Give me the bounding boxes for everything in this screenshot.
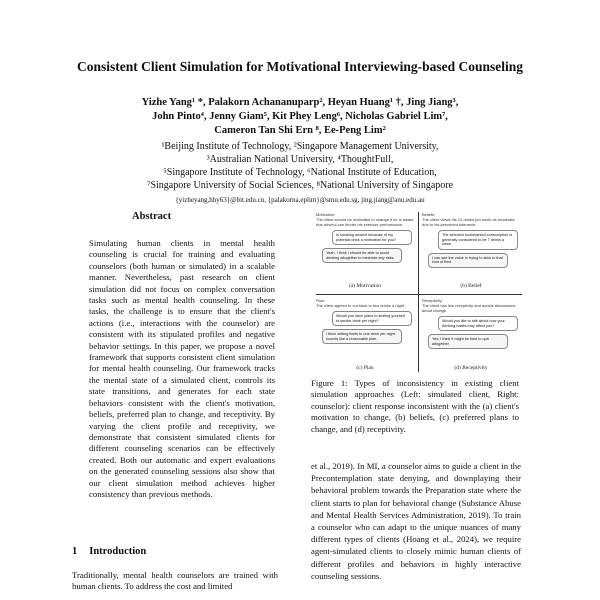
client-bubble: Yeah, I think I should be able to avoid drinking altogether to minimize any risks. [322, 248, 402, 263]
panel-heading: Plan: [316, 298, 326, 303]
panel-heading: Beliefs: [422, 212, 436, 217]
panel-heading: Receptivity: [422, 298, 443, 303]
abstract-heading: Abstract [132, 211, 172, 222]
panel-label: (d) Receptivity [454, 365, 488, 371]
panel-description: The client agreed to cut back to two drinks a night. [316, 303, 406, 308]
abstract-text: Simulating human clients in mental health counseling is crucial for training and evaluating counselors (both human or simulated) in a scalable manner. Nevertheless, past research on client simulation did not focus on complex conversation tasks such as mental health counseling. In these tasks, the challenge is to ensure that the client's actions (i.e., interactions with the counselor) are consistent with its stipulated profiles and negative behavior settings. In this paper, we propose a novel framework that supports consistent client simulation for mental health counseling. Our framework tracks the mental state of a simulated client, controls its state transitions, and generates for each state behaviors consistent with the client's motivation, beliefs, preferred plan to change, and receptivity. By varying the client profile and receptivity, we demonstrate that consistent simulated clients for different counseling scenarios can be effectively created. Both our automatic and expert evaluations on the generated counseling sessions also show that our client simulation method achieves higher consistency than previous methods. [89, 238, 275, 499]
client-bubble: I can see the value in trying to stick to that kind of limit. [428, 253, 508, 268]
affiliations [40, 140, 560, 192]
author-line: John Pinto⁴, Jenny Giam⁵, Kit Phey Leng⁶, Nicholas Gabriel Lim⁷, [152, 111, 448, 122]
panel-description: The client views his 10 drinks per week as moderate due to his perceived tolerance. [422, 217, 515, 227]
paper-title: Consistent Client Simulation for Motivational Interviewing-based Counseling [76, 59, 524, 74]
figure-divider-horizontal [316, 294, 522, 295]
figure-caption: Figure 1: Types of inconsistency in existing client simulation approaches (Left: simulated client, Right: counselor): client response inconsistent with the (a) client's motivation to change, (b) beliefs, (c) preferred plans to change, and (d) receptivity. [311, 378, 519, 434]
panel-heading: Motivation: [316, 212, 336, 217]
counselor-bubble: Would you like to talk about how your drinking habits may affect you? [438, 316, 518, 331]
panel-label: (c) Plan [356, 365, 374, 371]
panel-description: The client should be motivated to change if he is aware that alcohol can hinder his exercise performance. [316, 217, 414, 227]
figure-panel-belief [422, 212, 520, 289]
figure-panel-plan [316, 298, 414, 371]
emails: {yizheyang,hhy63}@bit.edu.cn, {palakorna,eplim}@smu.edu.sg, jing.jiang@anu.edu.au [175, 196, 425, 204]
section-title: Introduction [89, 546, 147, 557]
author-line: Cameron Tan Shi Ern ⁸, Ee-Peng Lim² [214, 125, 386, 136]
affiliation-line: ³Australian National University, ⁴ThoughtFull, [206, 154, 394, 165]
panel-label: (b) Belief [460, 283, 482, 289]
figure-divider-vertical [418, 212, 419, 372]
section-heading [72, 546, 146, 557]
section-number: 1 [72, 546, 78, 557]
client-bubble: I think setting limits to one drink per night sounds like a reasonable plan. [322, 329, 402, 344]
affiliation-line: ¹Beijing Institute of Technology, ²Singapore Management University, [161, 141, 439, 152]
body-text-right: et al., 2019). In MI, a counselor aims to guide a client in the Precontemplation state denying, and downplaying their behavioral problem towards the Preparation state where the client starts to plan for behavioral change (Substance Abuse and Mental Health Services Administration, 2019). To train a counselor who can adapt to the unique nuances of many different types of clients (Hoang et al., 2024), we require agent-simulated clients to closely mimic human clients of different profiles and behaviors in highly interactive counseling sessions. [311, 461, 521, 581]
figure-panel-receptivity [422, 298, 520, 371]
affiliation-line: ⁷Singapore University of Social Sciences, ⁸National University of Singapore [146, 180, 454, 191]
author-list [40, 96, 560, 138]
panel-label: (a) Motivation [349, 283, 381, 289]
client-bubble: Yes, I think it might be time to quit altogether. [428, 334, 508, 349]
intro-text: Traditionally, mental health counselors are trained with human clients. To address the cost and limited [72, 570, 278, 592]
affiliation-line: ⁵Singapore Institute of Technology, ⁶National Institute of Education, [163, 167, 437, 178]
counselor-bubble: Would you have plans to limiting yourself to smoke drink per night? [332, 311, 412, 326]
counselor-bubble: The selected bookmarked consumption is generally considered to be 7 drinks a week. [438, 230, 518, 250]
counselor-bubble: Is smoking alcohol because of my potential drink a motivation for you? [332, 230, 412, 245]
author-line: Yizhe Yang¹ *, Palakorn Achananuparp², Heyan Huang¹ †, Jing Jiang³, [141, 97, 459, 108]
figure-panel-motivation [316, 212, 414, 289]
figure-1 [316, 212, 522, 372]
panel-description: The client has low receptivity and avoids discussions about change. [422, 303, 516, 313]
